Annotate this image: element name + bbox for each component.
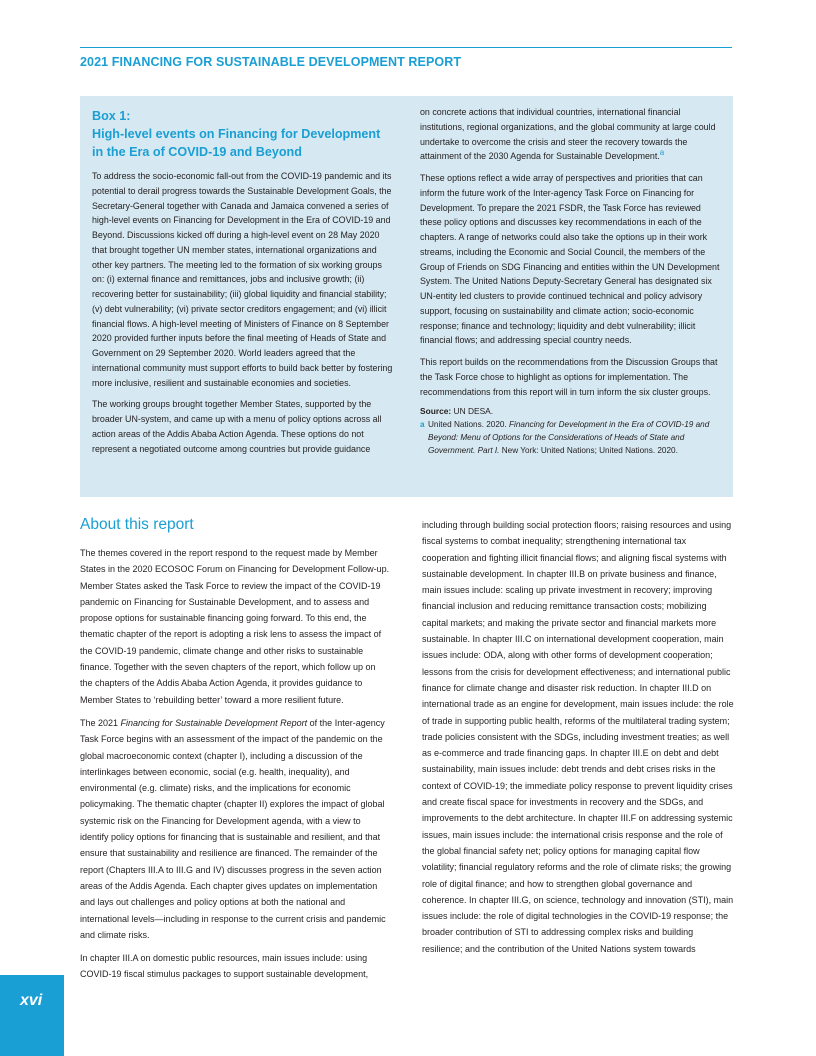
- box-title: High-level events on Financing for Development in the Era of COVID-19 and Beyond: [92, 127, 381, 159]
- box-paragraph: This report builds on the recommendations from the Discussion Groups that the Task Force chose to highlight as options for implementation. The recommendations from this report will in turn inform the six cluster groups.: [420, 357, 718, 397]
- box-paragraph: These options reflect a wide array of perspectives and priorities that can inform the future work of the Inter-agency Task Force on Financing for Development. To prepare the 2021 FSDR, the Task Force has reviewed these policy options and discusses key recommendations in each of the chapters. A range of networks could also take the options up in their work streams, including the Economic and Social Council, the members of the Group of Friends on SDG Financing and entities within the UN Development System. The United Nations Deputy-Secretary General has designated six UN-entity led clusters to provide continued technical and policy advisory support, focusing on sustainability and climate action; socio-economic response; finance and technology; liquidity and debt vulnerability; illicit financial flows; and addressing special country needs.: [420, 173, 720, 346]
- page-number-tab: [0, 975, 64, 1056]
- running-header: 2021 FINANCING FOR SUSTAINABLE DEVELOPMENT REPORT: [80, 55, 462, 69]
- box-1: [80, 96, 733, 497]
- box-paragraph-text: on concrete actions that individual countries, international financial institutions, regional organizations, and the global community at large could undertake to overcome the crisis and steer the recovery towards the attainment of the 2030 Agenda for Sustainable Development.: [420, 107, 716, 162]
- section-heading: About this report: [80, 516, 194, 533]
- report-title: Financing for Sustainable Development Report: [120, 717, 308, 728]
- body-paragraph: [80, 715, 390, 943]
- footnote-title: Financing for Development in the Era of COVID-19 and Beyond: Menu of Options for the Considerations of Heads of State and Government. Part I.: [428, 420, 710, 456]
- body-left-column: [80, 545, 390, 983]
- body-right-column: [422, 517, 734, 957]
- box-paragraph: To address the socio-economic fall-out from the COVID-19 pandemic and its potential to derail progress towards the Sustainable Development Goals, the Secretary-General together with Canada and Jamaica convened a series of high-level events on Financing for Development in the Era of COVID-19 and Beyond. Discussions kicked off during a high-level event on 28 May 2020 that brought together UN member states, international organizations and other key partners. The meeting led to the formation of six working groups on: (i) external finance and remittances, jobs and inclusive growth; (ii) recovering better for sustainability; (iii) global liquidity and financial stability; (v) debt vulnerability; (vi) private sector creditors engagement; and (vi) illicit financial flows. A high-level meeting of Ministers of Finance on 8 September 2020 provided further inputs before the final meeting of Heads of State and Government on 29 September 2020. World leaders agreed that the international community must support efforts to build back better by fostering more inclusive, resilient and sustainable economies and societies.: [92, 171, 393, 388]
- page-number: xvi: [20, 992, 43, 1009]
- box-paragraph: [420, 105, 720, 164]
- box-source: [420, 405, 720, 418]
- footnote-marker: a: [420, 420, 425, 430]
- box-footnote: [420, 418, 720, 457]
- box-heading: [92, 107, 394, 161]
- footnote-pre: United Nations. 2020.: [428, 420, 507, 430]
- source-text: UN DESA.: [453, 406, 494, 417]
- box-left-column: [92, 96, 394, 456]
- source-label: Source:: [420, 406, 452, 417]
- body-paragraph-post: of the Inter-agency Task Force begins with an assessment of the impact of the pandemic on the global macroeconomic context (chapter I), including a discussion of the interlinkages between economic, social (e.g. health, inequality), and environmental (e.g. climate) risks, and the implications for economic policymaking. The thematic chapter (chapter II) explores the impact of global systemic risk on the Financing for Development agenda, with a view to identify policy options for financing that is sustainable and resilient, and that ensure that sustainability and resilience are financed. The remainder of the report (Chapters III.A to III.G and IV) discusses progress in the seven action areas of the Addis Agenda. Each chapter gives updates on implementation and lays out challenges and policy options at both the national and international levels—including in response to the current crisis and pandemic and climate risks.: [80, 717, 386, 940]
- box-paragraph: The working groups brought together Member States, supported by the broader UN-system, and came up with a menu of policy options across all action areas of the Addis Ababa Action Agenda. These options do not represent a negotiated outcome among countries but provide guidance: [92, 399, 382, 454]
- footnote-reference[interactable]: a: [659, 148, 665, 158]
- box-right-column: [420, 96, 720, 457]
- box-label: Box 1:: [92, 109, 131, 123]
- body-paragraph: including through building social protection floors; raising resources and using fiscal systems to combat inequality; strengthening international tax cooperation and fighting illicit financial flows; and aligning fiscal systems with sustainable development. In chapter III.B on private business and finance, main issues include: scaling up private investment in recovery; improving financial inclusion and reducing remittance transaction costs; mobilizing capital markets; and making the private sector and financial markets more sustainable. In chapter III.C on international development cooperation, main issues include: ODA, along with other forms of development cooperation; lessons from the crisis for development effectiveness; and international public finance for climate change and disaster risk reduction. In chapter III.D on international trade as an engine for development, main issues include: the role of trade in supporting public health, reforms of the multilateral trading system; trade policies consistent with the SDGs, including investment treaties; as well as e-commerce and trade financing gaps. In chapter III.E on debt and debt sustainability, main issues include: debt trends and debt crises risks in the context of COVID-19; the immediate policy response to prevent liquidity crises and create fiscal space for investments in recovery and the SDGs, and improvements to the debt architecture. In chapter III.F on addressing systemic issues, main issues include: the international crisis response and the role of the global financial safety net; policy options for managing capital flow volatility; financial regulatory reforms and the role of climate risks; the growing role of digital finance; and how to strengthen global governance and coherence. In chapter III.G, on science, technology and innovation (STI), main issues include: the role of digital technologies in the COVID-19 response; the broader contribution of STI to addressing complex risks and building resilience; and the contribution of the United Nations system towards: [422, 520, 734, 954]
- body-paragraph: In chapter III.A on domestic public resources, main issues include: using COVID-19 fiscal stimulus packages to support sustainable development,: [80, 953, 369, 980]
- header-rule: [80, 47, 732, 48]
- body-paragraph: The themes covered in the report respond to the request made by Member States in the 2020 ECOSOC Forum on Financing for Development Follow-up. Member States asked the Task Force to review the impact of the COVID-19 pandemic on Financing for Sustainable Development, and to assess and propose options for sustainable financing going forward. To this end, the thematic chapter of the report is adopting a risk lens to assess the impact of the COVID-19 pandemic, climate change and other risks to sustainable finance. Together with the seven chapters of the report, which follow up on the chapters of the Addis Ababa Action Agenda, it provides guidance to Member States to ‘rebuilding better’ toward a more resilient future.: [80, 548, 390, 705]
- body-paragraph-pre: The 2021: [80, 717, 119, 728]
- footnote-post: New York: United Nations; United Nations. 2020.: [501, 446, 678, 456]
